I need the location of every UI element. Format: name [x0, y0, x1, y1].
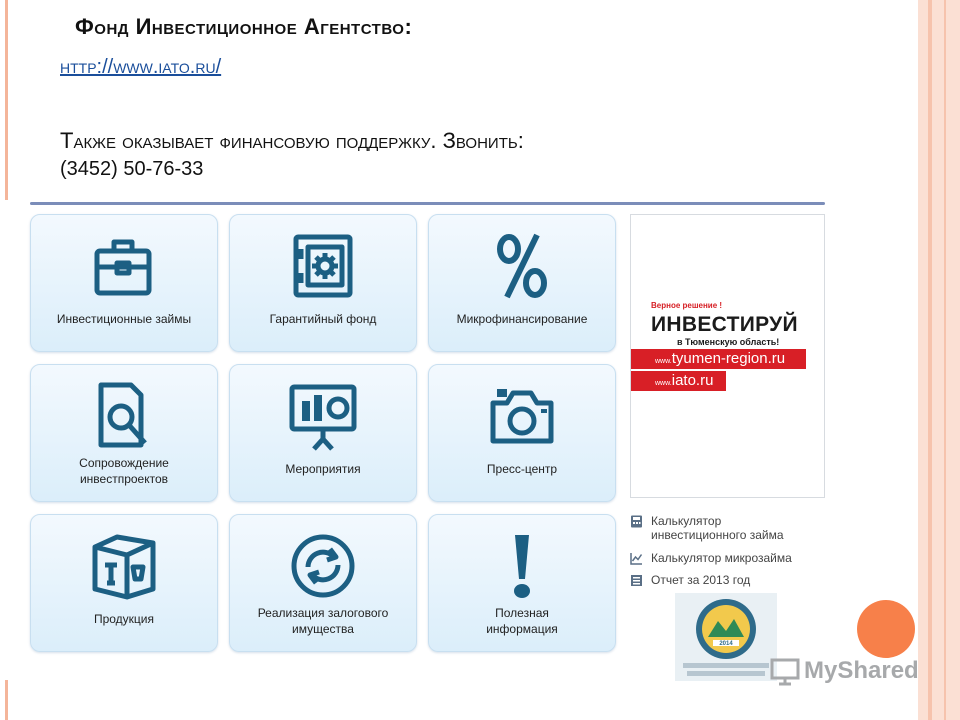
tile-microfinance[interactable]: [428, 214, 616, 352]
header-divider: [30, 202, 825, 205]
support-note: Также оказывает финансовую поддержку. Звонить:: [60, 128, 524, 153]
svg-text:2014: 2014: [719, 641, 733, 647]
percent-icon: [485, 229, 559, 303]
banner-site-2[interactable]: www.iato.ru: [631, 371, 726, 391]
refresh-circle-icon: [286, 529, 360, 603]
tile-label: Инвестиционные займы: [56, 312, 192, 326]
report-icon: [630, 574, 643, 587]
banner-site-1[interactable]: www.tyumen-region.ru: [631, 349, 806, 369]
right-decor-bar: [918, 0, 960, 720]
tile-label: Продукция: [93, 612, 155, 626]
tile-events[interactable]: [229, 364, 417, 502]
document-magnifier-icon: [87, 379, 161, 453]
link-report-2013[interactable]: Отчет за 2013 год: [630, 573, 750, 587]
competition-badge[interactable]: [675, 593, 777, 681]
phone-number: (3452) 50-76-33: [60, 158, 204, 180]
link-microloan-calculator[interactable]: Калькулятор микрозайма: [630, 551, 792, 565]
tile-label: Пресс-центр: [486, 462, 558, 476]
slide-title: Фонд Инвестиционное Агентство:: [75, 14, 413, 39]
safe-icon: [286, 229, 360, 303]
tile-investment-support[interactable]: [30, 364, 218, 502]
presentation-board-icon: [286, 379, 360, 453]
chart-icon: [630, 552, 643, 565]
tile-label: Мероприятия: [285, 462, 361, 476]
tile-useful-info[interactable]: [428, 514, 616, 652]
left-decor-bar: [0, 0, 14, 720]
tile-investment-loans[interactable]: [30, 214, 218, 352]
calculator-icon: [630, 515, 643, 528]
tile-press-center[interactable]: [428, 364, 616, 502]
tile-guarantee-fund[interactable]: [229, 214, 417, 352]
box-icon: [87, 529, 161, 603]
tile-label: Сопровождение инвестпроектов: [79, 456, 169, 486]
website-link[interactable]: http://www.iato.ru/: [60, 56, 222, 78]
briefcase-icon: [87, 229, 161, 303]
link-investment-loan-calculator[interactable]: Калькулятор инвестиционного займа: [630, 514, 784, 542]
exclamation-icon: [485, 529, 559, 603]
banner-pretitle: Верное решение !: [651, 301, 723, 310]
tile-label: Гарантийный фонд: [269, 312, 377, 326]
tile-label: Микрофинансирование: [456, 312, 588, 326]
invest-banner[interactable]: [630, 214, 825, 498]
tile-products[interactable]: [30, 514, 218, 652]
presentation-logo-icon: [770, 656, 800, 686]
banner-headline: ИНВЕСТИРУЙ: [651, 313, 798, 336]
tile-label: Реализация залогового имущества: [257, 606, 389, 636]
tile-label: Полезная информация: [486, 606, 558, 636]
banner-subtitle: в Тюменскую область!: [677, 337, 780, 347]
camera-icon: [485, 379, 559, 453]
watermark-logo: MyShared: [770, 656, 919, 686]
tile-collateral-sale[interactable]: [229, 514, 417, 652]
decor-circle: [857, 600, 915, 658]
